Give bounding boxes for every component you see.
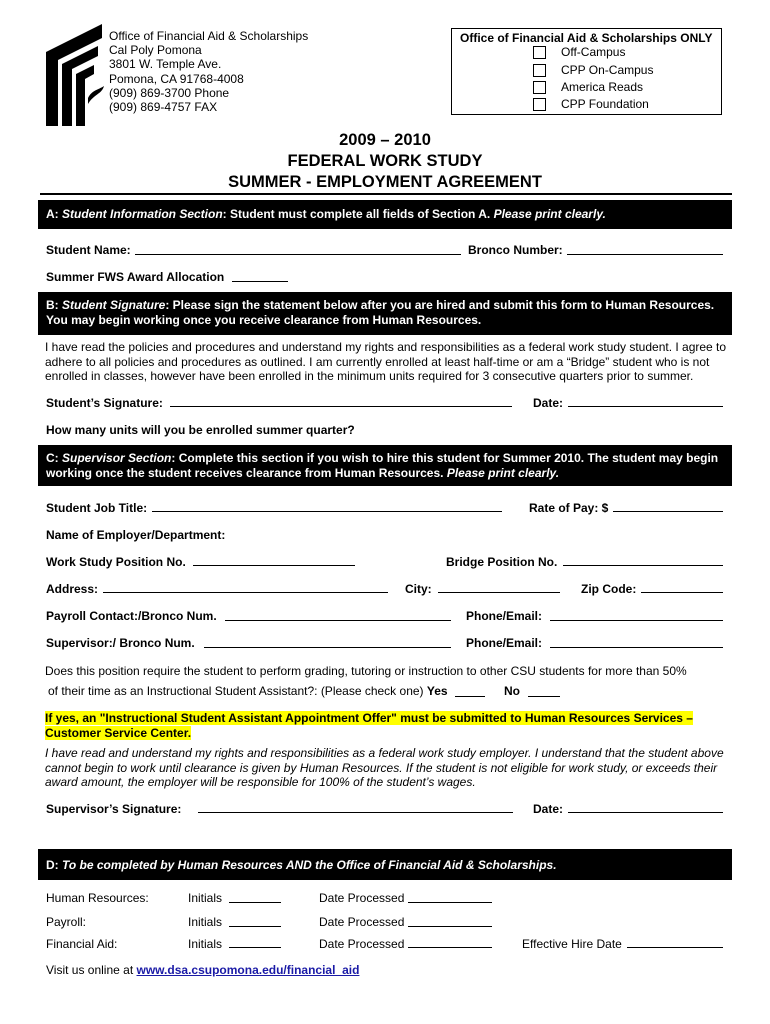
university-logo (46, 24, 104, 126)
checkbox[interactable] (533, 64, 546, 77)
highlight-line: Customer Service Center. (45, 725, 192, 740)
office-campus: Cal Poly Pomona (109, 43, 202, 58)
yes-label: Yes (426, 684, 448, 698)
office-street: 3801 W. Temple Ave. (109, 57, 222, 72)
section-a-print-clearly: Please print clearly. (493, 207, 606, 221)
financial-aid-label: Financial Aid: (46, 937, 118, 951)
effective-hire-date-field[interactable] (627, 947, 723, 948)
hr-label: Human Resources: (46, 891, 149, 905)
rate-of-pay-label: Rate of Pay: $ (529, 501, 609, 515)
section-c-header (38, 445, 732, 486)
section-d-prefix: D: (46, 858, 62, 872)
phone-email-label-2: Phone/Email: (466, 636, 543, 650)
rate-of-pay-field[interactable] (613, 511, 723, 512)
units-question-label: How many units will you be enrolled summer quarter? (46, 423, 355, 437)
title-agreement: SUMMER - EMPLOYMENT AGREEMENT (228, 173, 542, 191)
phone-email-label-1: Phone/Email: (466, 609, 543, 623)
paragraph-line: enrolled in classes, however have been enrolled in the minimum units required for 3 consecutive quarters prior to summer. (45, 369, 694, 383)
paragraph-line: I have read the policies and procedures and understand my rights and responsibilities as a federal work study student. I agree to (45, 340, 727, 354)
title-divider (40, 193, 732, 195)
option-label: CPP On-Campus (561, 63, 654, 77)
visit-online (46, 963, 359, 977)
job-title-label: Student Job Title: (46, 501, 148, 515)
hr-date-processed-label: Date Processed (319, 891, 405, 905)
bronco-number-label: Bronco Number: (468, 243, 563, 257)
payroll-date-processed-label: Date Processed (319, 915, 405, 929)
student-date-field[interactable] (568, 406, 723, 407)
student-signature-field[interactable] (170, 406, 512, 407)
financial-aid-date-processed-label: Date Processed (319, 937, 405, 951)
bronco-number-field[interactable] (567, 254, 723, 255)
checkbox[interactable] (533, 46, 546, 59)
address-label: Address: (46, 582, 99, 596)
student-date-label: Date: (533, 396, 564, 410)
section-c-text: : Complete this section if you wish to hire this student for Summer 2010. The student may begin (171, 451, 719, 465)
financial-aid-initials-field[interactable] (229, 947, 281, 948)
paragraph-line: adhere to all policies and procedures as outlined. I am currently enrolled at least half-time or am a “Bridge” student who is not (45, 354, 710, 369)
zip-label: Zip Code: (581, 582, 637, 596)
student-signature-label: Student’s Signature: (46, 396, 163, 410)
student-agreement-paragraph (45, 340, 730, 384)
section-c-prefix: C: (46, 451, 62, 465)
supervisor-signature-label: Supervisor’s Signature: (46, 802, 182, 816)
title-year: 2009 – 2010 (339, 131, 431, 149)
section-b-header (38, 292, 732, 335)
office-name: Office of Financial Aid & Scholarships (109, 29, 309, 43)
section-c-print-clearly: Please print clearly. (446, 466, 560, 480)
address-field[interactable] (103, 592, 388, 593)
phone-email-field-2[interactable] (550, 647, 723, 648)
option-label: CPP Foundation (561, 97, 649, 111)
financial-aid-date-processed-field[interactable] (408, 947, 492, 948)
section-a-text: : Student must complete all fields of Section A. (222, 207, 494, 221)
payroll-label: Payroll: (46, 915, 87, 929)
section-a-prefix: A: (46, 207, 62, 221)
section-c-text-2: working once the student receives clearance from Human Resources. (46, 466, 447, 480)
effective-hire-date-label: Effective Hire Date (522, 937, 622, 951)
section-a-header (38, 200, 732, 229)
hr-initials-field[interactable] (229, 902, 281, 903)
section-b-label: Student Signature (62, 298, 166, 312)
office-fax: (909) 869-4757 FAX (109, 100, 218, 115)
question-line: Does this position require the student to perform grading, tutoring or instruction to other CSU students for more than 50% (45, 664, 687, 678)
supervisor-date-field[interactable] (568, 812, 723, 813)
visit-text: Visit us online at (46, 963, 137, 977)
highlight-line: If yes, an "Instructional Student Assistant Appointment Offer" must be submitted to Human Resources Services – (45, 711, 693, 725)
title-program: FEDERAL WORK STUDY (287, 152, 483, 170)
option-label: America Reads (561, 80, 644, 94)
bridge-position-label: Bridge Position No. (446, 555, 558, 569)
paragraph-line: cannot begin to work until clearance is given by Human Resources. If the student is not eligible for work study, or exceeds their (45, 760, 718, 775)
isa-question-line-2 (48, 684, 448, 698)
question-text: of their time as an Instructional Student Assistant?: (Please check one) (48, 684, 424, 698)
yes-check-field[interactable] (455, 696, 485, 697)
option-america-reads[interactable] (533, 80, 713, 96)
section-d-header (38, 849, 732, 880)
no-check-field[interactable] (528, 696, 560, 697)
section-b-text: : Please sign the statement below after you are hired and submit this form to Human Resources. (165, 298, 715, 312)
paragraph-line: award amount, the employer will be responsible for 100% of the student’s wages. (45, 775, 476, 789)
zip-field[interactable] (641, 592, 723, 593)
hr-initials-label: Initials (188, 891, 223, 905)
option-label: Off-Campus (561, 45, 626, 59)
city-label: City: (405, 582, 432, 596)
job-title-field[interactable] (152, 511, 502, 512)
student-name-label: Student Name: (46, 243, 131, 257)
checkbox[interactable] (533, 98, 546, 111)
no-label: No (504, 684, 520, 698)
section-b-prefix: B: (46, 298, 62, 312)
award-allocation-label: Summer FWS Award Allocation (46, 270, 225, 284)
ws-position-field[interactable] (193, 565, 355, 566)
phone-email-field-1[interactable] (550, 620, 723, 621)
student-name-field[interactable] (135, 254, 461, 255)
section-a-label: Student Information Section (62, 207, 223, 221)
section-c-label: Supervisor Section (62, 451, 172, 465)
hr-date-processed-field[interactable] (408, 902, 492, 903)
ws-position-label: Work Study Position No. (46, 555, 186, 569)
payroll-initials-label: Initials (188, 915, 223, 929)
supervisor-bronco-field[interactable] (204, 647, 451, 648)
checkbox[interactable] (533, 81, 546, 94)
option-cpp-on-campus[interactable] (533, 63, 713, 79)
financial-aid-website-link[interactable]: www.dsa.csupomona.edu/financial_aid (136, 963, 360, 977)
office-use-only-box (451, 28, 722, 115)
office-city: Pomona, CA 91768-4008 (109, 71, 244, 86)
supervisor-signature-field[interactable] (198, 812, 513, 813)
section-b-text-2: You may begin working once you receive clearance from Human Resources. (46, 313, 482, 327)
option-off-campus[interactable] (533, 45, 713, 61)
payroll-contact-field[interactable] (225, 620, 451, 621)
isa-question (45, 664, 730, 679)
payroll-date-processed-field[interactable] (408, 926, 492, 927)
paragraph-line: I have read and understand my rights and responsibilities as a federal work study employer. I understand that the student above (45, 746, 724, 760)
section-d-text: To be completed by Human Resources AND the Office of Financial Aid & Scholarships. (62, 858, 557, 872)
option-cpp-foundation[interactable] (533, 97, 713, 113)
office-phone: (909) 869-3700 Phone (109, 85, 230, 100)
financial-aid-initials-label: Initials (188, 937, 223, 951)
isa-offer-notice (45, 711, 693, 740)
payroll-contact-label: Payroll Contact:/Bronco Num. (46, 609, 217, 623)
city-field[interactable] (438, 592, 560, 593)
supervisor-date-label: Date: (533, 802, 564, 816)
award-allocation-field[interactable] (232, 281, 288, 282)
office-address-block (109, 29, 308, 114)
supervisor-bronco-label: Supervisor:/ Bronco Num. (46, 636, 195, 650)
employer-label: Name of Employer/Department: (46, 528, 226, 542)
employer-agreement-paragraph (45, 746, 730, 790)
office-use-only-title: Office of Financial Aid & Scholarships ONLY (460, 31, 713, 45)
bridge-position-field[interactable] (563, 565, 723, 566)
payroll-initials-field[interactable] (229, 926, 281, 927)
